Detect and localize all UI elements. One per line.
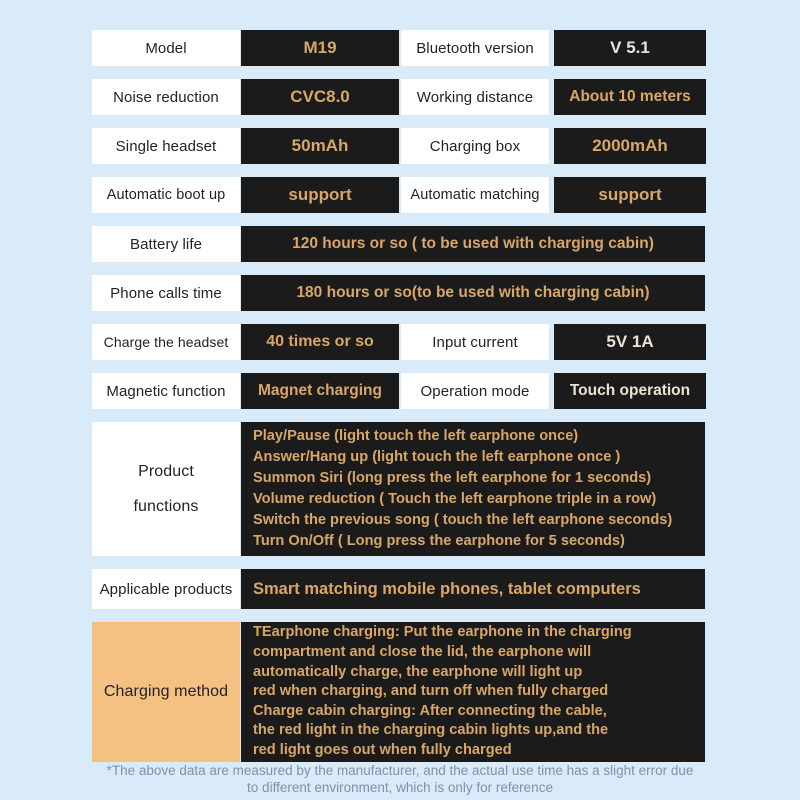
table-row — [92, 275, 705, 311]
spec-value: 50mAh — [241, 128, 399, 164]
spec-label: Automatic boot up — [92, 177, 240, 213]
product-function-line: Switch the previous song ( touch the left earphone seconds) — [253, 512, 673, 528]
spec-value: support — [554, 177, 706, 213]
charging-method-line: TEarphone charging: Put the earphone in the charging — [253, 624, 632, 641]
spec-label: Input current — [401, 324, 549, 360]
spec-label: Bluetooth version — [401, 30, 549, 66]
spec-value: About 10 meters — [554, 79, 706, 115]
disclaimer-footnote — [0, 763, 800, 796]
spec-label: Phone calls time — [92, 275, 240, 311]
spec-table — [92, 30, 705, 762]
charging-method-line: automatically charge, the earphone will light up — [253, 663, 583, 680]
spec-value: support — [241, 177, 399, 213]
table-row — [92, 569, 705, 609]
table-row — [92, 79, 705, 115]
charging-method-value — [241, 622, 705, 762]
spec-value: 5V 1A — [554, 324, 706, 360]
spec-label: Working distance — [401, 79, 549, 115]
table-row — [92, 324, 705, 360]
charging-method-line: the red light in the charging cabin lights up,and the — [253, 722, 609, 739]
disclaimer-line: *The above data are measured by the manufacturer, and the actual use time has a slight error due — [106, 763, 694, 778]
table-row — [92, 226, 705, 262]
product-function-line: Turn On/Off ( Long press the earphone for 5 seconds) — [253, 533, 625, 549]
spec-value: Touch operation — [554, 373, 706, 409]
table-row — [92, 128, 705, 164]
product-function-line: Summon Siri (long press the left earphone for 1 seconds) — [253, 470, 652, 486]
table-row-charging-method — [92, 622, 705, 762]
spec-value: Smart matching mobile phones, tablet computers — [241, 569, 705, 609]
spec-label: Battery life — [92, 226, 240, 262]
spec-value: 2000mAh — [554, 128, 706, 164]
spec-label: Single headset — [92, 128, 240, 164]
table-row-product-functions — [92, 422, 705, 556]
product-functions-value — [241, 422, 705, 556]
product-function-line: Volume reduction ( Touch the left earphone triple in a row) — [253, 491, 657, 507]
charging-method-line: red light goes out when fully charged — [253, 741, 512, 758]
spec-label: Noise reduction — [92, 79, 240, 115]
spec-label: Applicable products — [92, 569, 240, 609]
spec-value: V 5.1 — [554, 30, 706, 66]
spec-value: Magnet charging — [241, 373, 399, 409]
table-row — [92, 177, 705, 213]
spec-value: CVC8.0 — [241, 79, 399, 115]
spec-label: Charging box — [401, 128, 549, 164]
product-function-line: Play/Pause (light touch the left earphone once) — [253, 428, 579, 444]
product-function-line: Answer/Hang up (light touch the left earphone once ) — [253, 449, 621, 465]
spec-label — [92, 422, 240, 556]
spec-label: Magnetic function — [92, 373, 240, 409]
charging-method-line: Charge cabin charging: After connecting the cable, — [253, 702, 607, 719]
spec-value: 40 times or so — [241, 324, 399, 360]
spec-label: Charging method — [92, 622, 240, 762]
spec-label: Operation mode — [401, 373, 549, 409]
spec-value: 180 hours or so(to be used with charging cabin) — [241, 275, 705, 311]
spec-value: 120 hours or so ( to be used with charging cabin) — [241, 226, 705, 262]
spec-label-text: Product functions — [133, 462, 199, 515]
table-row — [92, 373, 705, 409]
spec-label: Model — [92, 30, 240, 66]
table-row — [92, 30, 705, 66]
charging-method-line: red when charging, and turn off when fully charged — [253, 683, 609, 700]
disclaimer-line: to different environment, which is only for reference — [247, 779, 553, 795]
charging-method-line: compartment and close the lid, the earphone will — [253, 644, 592, 661]
spec-label: Automatic matching — [401, 177, 549, 213]
spec-value: M19 — [241, 30, 399, 66]
spec-label: Charge the headset — [92, 324, 240, 360]
